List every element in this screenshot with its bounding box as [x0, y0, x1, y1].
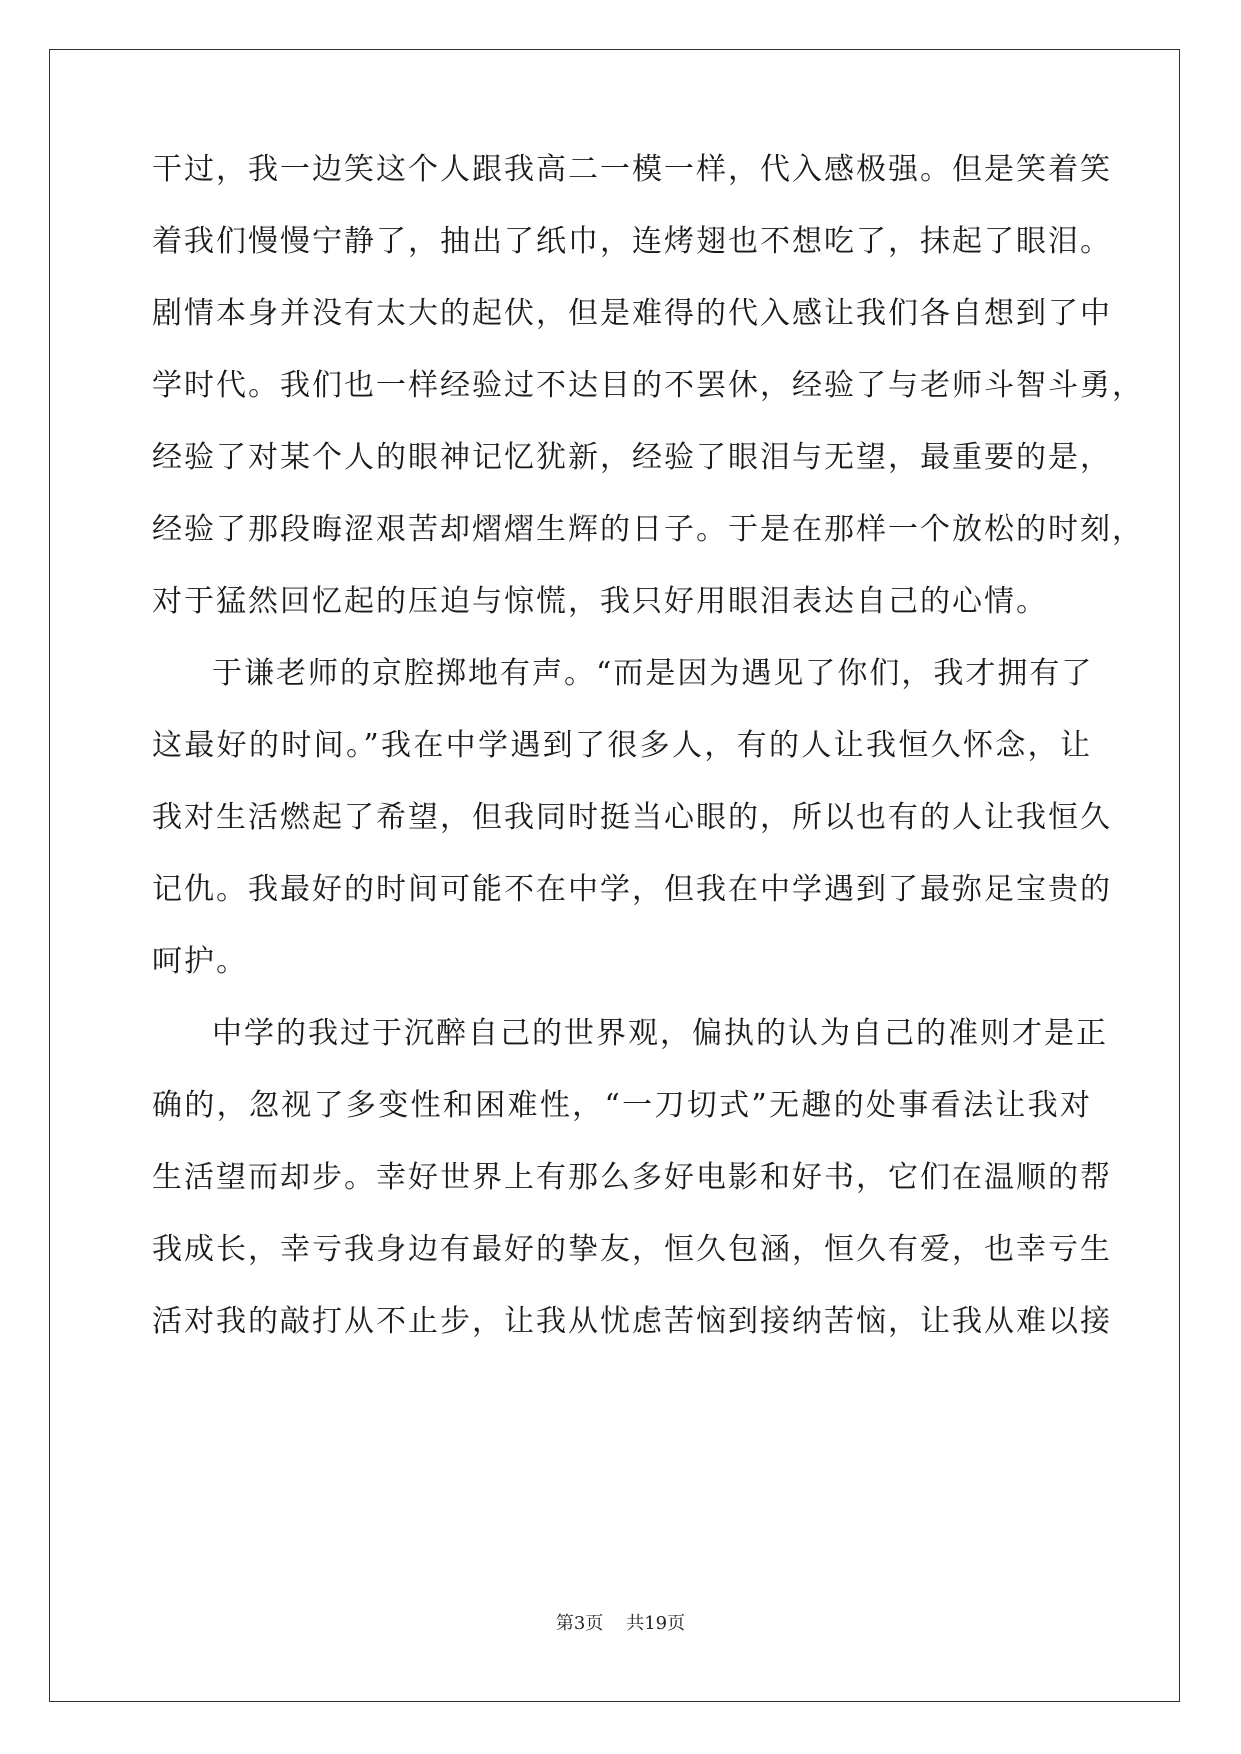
body-text-line: 着我们慢慢宁静了，抽出了纸巾，连烤翅也不想吃了，抹起了眼泪。 [152, 224, 1112, 259]
body-text-line: 对于猛然回忆起的压迫与惊慌，我只好用眼泪表达自己的心情。 [152, 584, 1048, 619]
page-footer [0, 1612, 1241, 1636]
page-number: 第3页 [555, 1613, 604, 1634]
body-text-line: 活对我的敲打从不止步，让我从忧虑苦恼到接纳苦恼，让我从难以接 [152, 1304, 1112, 1339]
body-text-line: 这最好的时间。”我在中学遇到了很多人，有的人让我恒久怀念，让 [152, 728, 1092, 763]
body-text-line: 我对生活燃起了希望，但我同时挺当心眼的，所以也有的人让我恒久 [152, 800, 1112, 835]
body-text-line: 干过，我一边笑这个人跟我高二一模一样，代入感极强。但是笑着笑 [152, 152, 1112, 187]
body-text-line: 经验了那段晦涩艰苦却熠熠生辉的日子。于是在那样一个放松的时刻， [152, 512, 1144, 547]
body-text-line: 剧情本身并没有太大的起伏，但是难得的代入感让我们各自想到了中 [152, 296, 1112, 331]
page-total: 共19页 [626, 1613, 686, 1634]
body-text-line: 我成长，幸亏我身边有最好的挚友，恒久包涵，恒久有爱，也幸亏生 [152, 1232, 1112, 1267]
paragraph-start-line: 中学的我过于沉醉自己的世界观，偏执的认为自己的准则才是正 [212, 1016, 1108, 1051]
body-text-line: 生活望而却步。幸好世界上有那么多好电影和好书，它们在温顺的帮 [152, 1160, 1112, 1195]
body-text-line: 确的，忽视了多变性和困难性，“一刀切式”无趣的处事看法让我对 [152, 1088, 1092, 1123]
paragraph-start-line: 于谦老师的京腔掷地有声。“而是因为遇见了你们，我才拥有了 [212, 656, 1094, 691]
body-text-line: 呵护。 [152, 944, 248, 979]
body-text-line: 学时代。我们也一样经验过不达目的不罢休，经验了与老师斗智斗勇， [152, 368, 1144, 403]
body-text-line: 经验了对某个人的眼神记忆犹新，经验了眼泪与无望，最重要的是， [152, 440, 1112, 475]
body-text-line: 记仇。我最好的时间可能不在中学，但我在中学遇到了最弥足宝贵的 [152, 872, 1112, 907]
